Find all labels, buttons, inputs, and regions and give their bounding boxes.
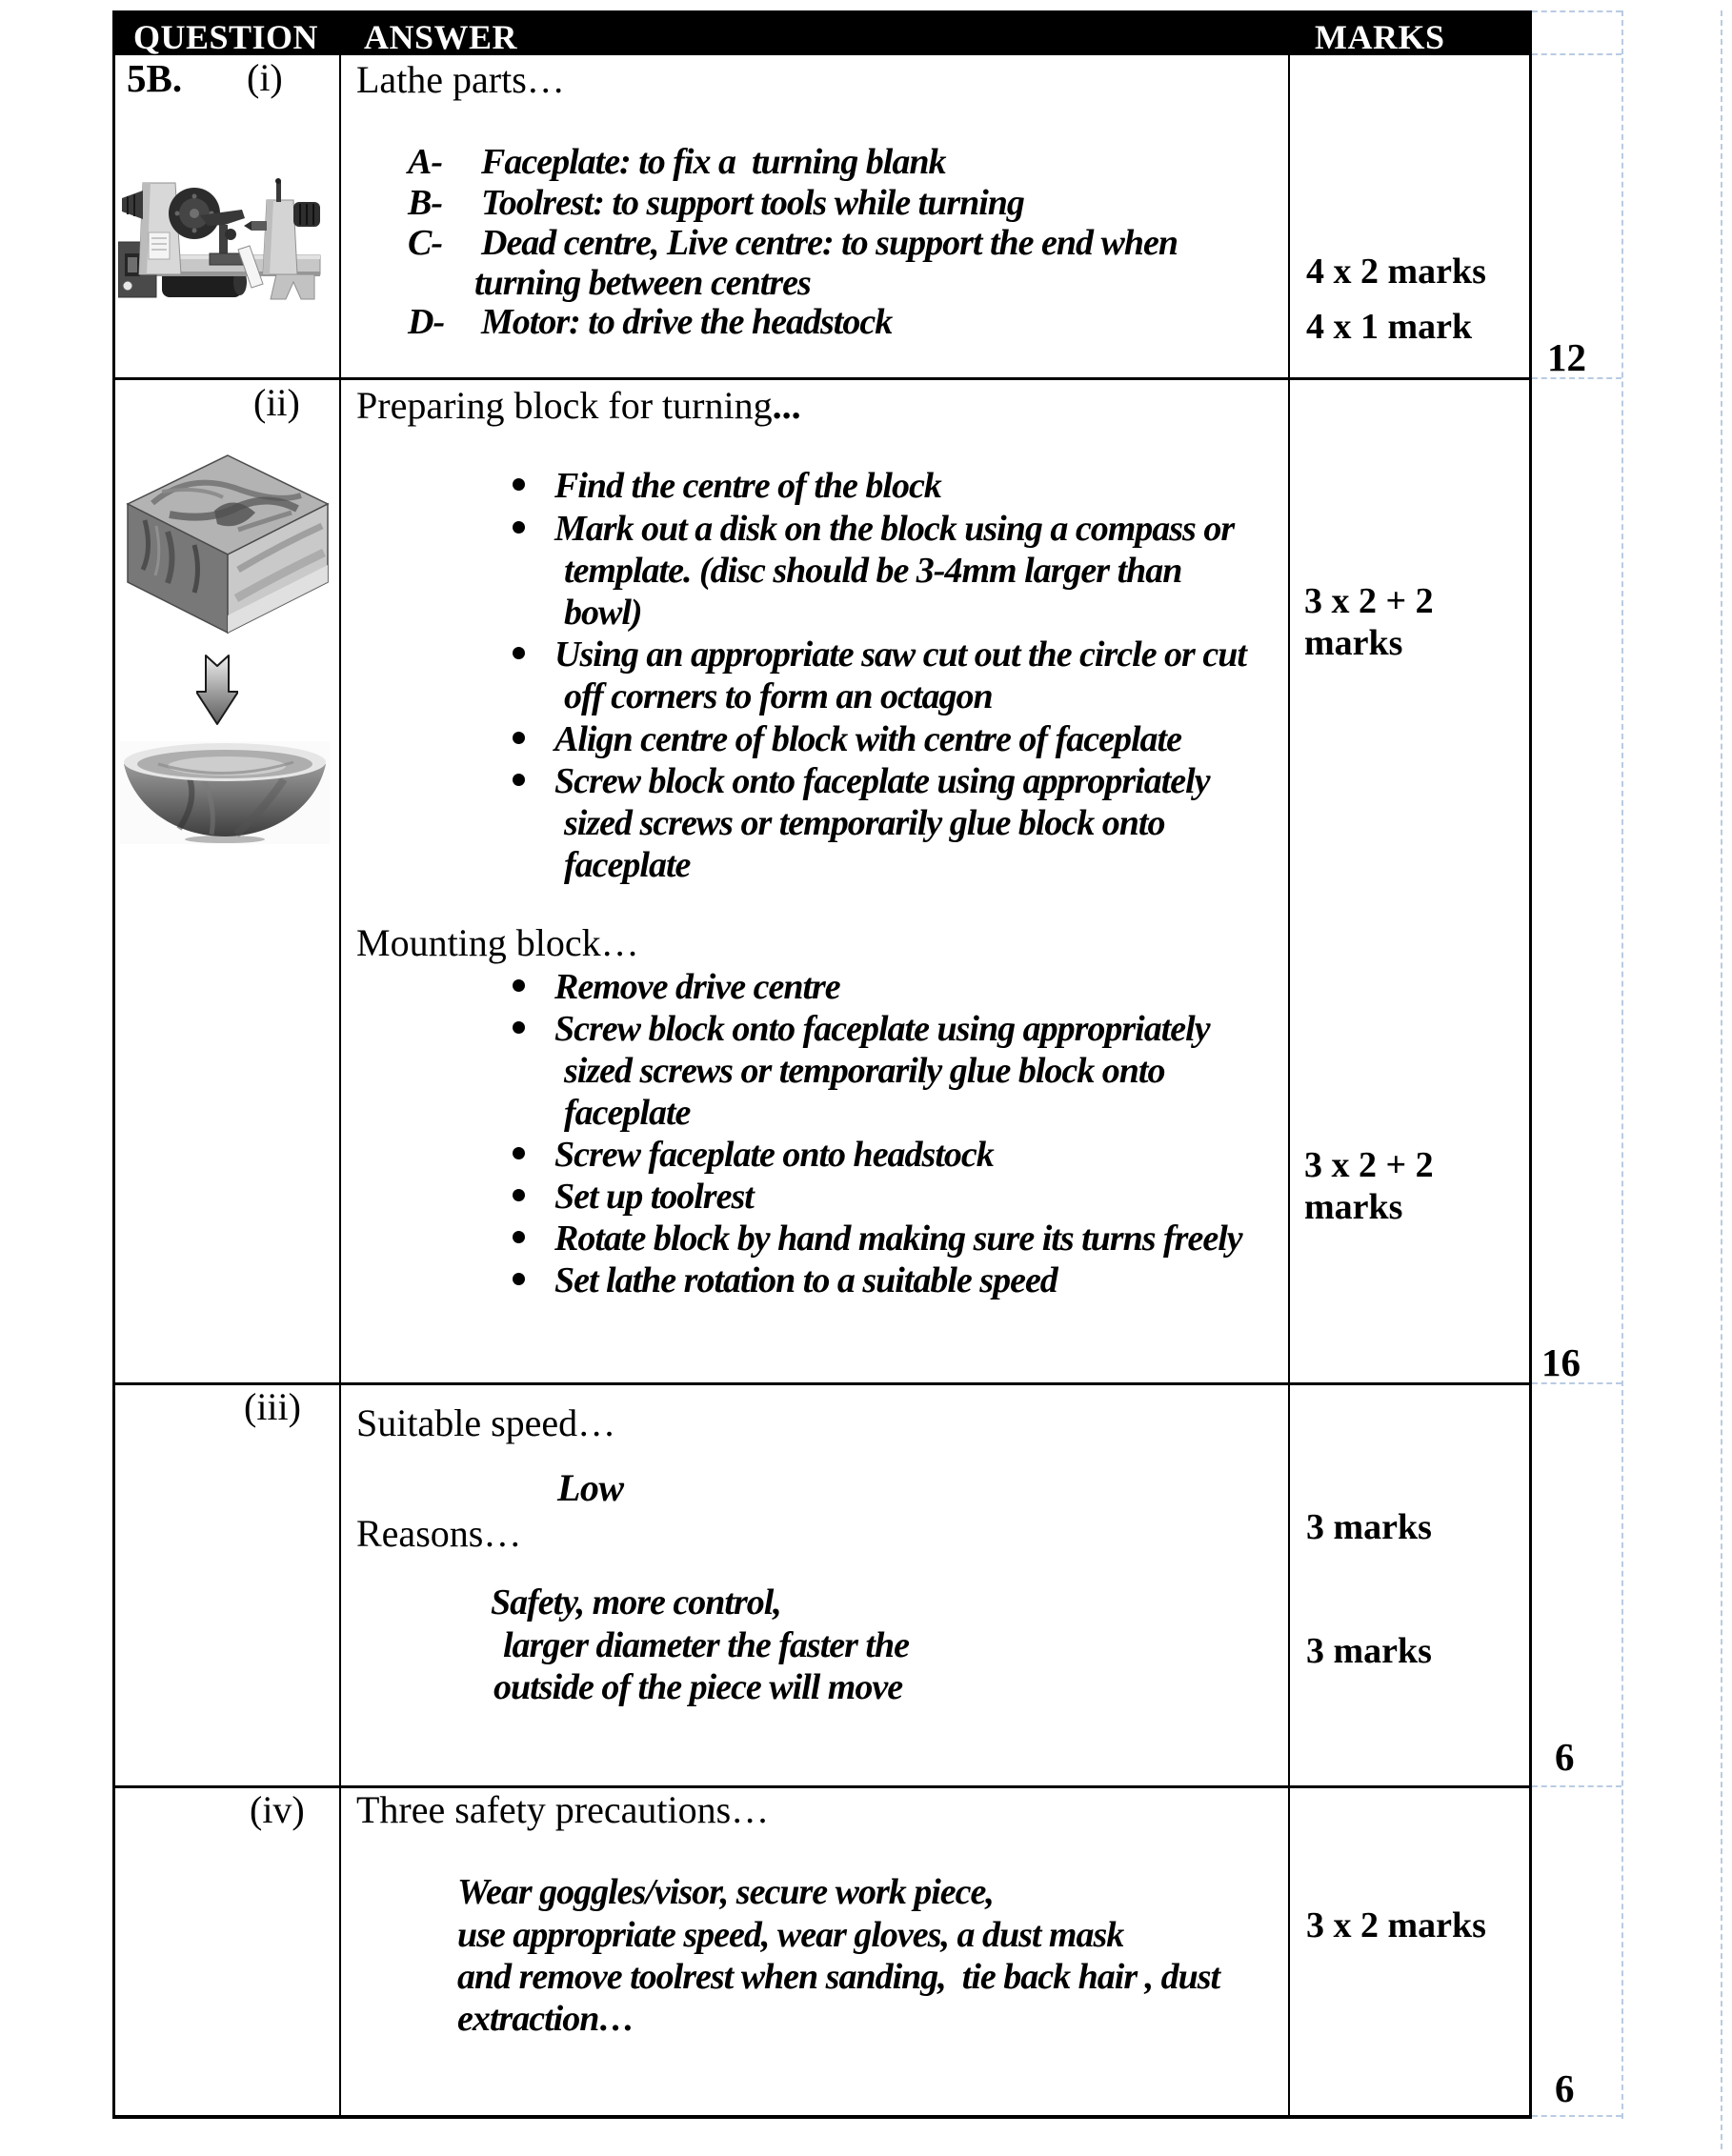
item-label: C-	[408, 223, 442, 263]
bullet-line-wrap: off corners to form an octagon	[564, 676, 993, 716]
marks-cell-ii-a-line1: 3 x 2 + 2	[1304, 581, 1434, 621]
question-number: 5B.	[127, 56, 183, 100]
bullet-line: Mark out a disk on the block using a compass or	[554, 509, 1235, 549]
table-border-right	[1529, 10, 1532, 2119]
margin-guide-vertical-outer	[1721, 10, 1722, 2149]
item-text: Dead centre, Live centre: to support the end when	[481, 223, 1178, 263]
reason-line: Safety, more control,	[491, 1582, 781, 1622]
item-label: B-	[408, 183, 442, 223]
down-arrow	[196, 654, 238, 726]
bullet-line: Rotate block by hand making sure its turns freely	[554, 1219, 1242, 1259]
reasons-label: Reasons…	[356, 1512, 522, 1555]
margin-guide-h-header-bottom	[1532, 53, 1621, 55]
question-part-ii: (ii)	[253, 381, 300, 424]
table-border-left	[112, 10, 115, 2119]
margin-guide-vertical-inner	[1621, 10, 1623, 2119]
bullet-line: Align centre of block with centre of faceplate	[554, 719, 1181, 759]
benchtop-wood-lathe-photo	[118, 173, 332, 305]
marks-cell-iii-a: 3 marks	[1306, 1507, 1432, 1547]
bullet-line-wrap: sized screws or temporarily glue block onto	[564, 1051, 1165, 1091]
precaution-line: extraction…	[457, 1999, 634, 2039]
bullet-line-wrap: template. (disc should be 3-4mm larger than	[564, 551, 1182, 591]
item-label: A-	[408, 142, 442, 182]
marks-cell-i-line1: 4 x 2 marks	[1306, 252, 1486, 292]
answer-heading-iii: Suitable speed…	[356, 1401, 616, 1444]
item-text: Faceplate: to fix a turning blank	[481, 142, 946, 182]
bullet-line-wrap: faceplate	[564, 1093, 691, 1133]
question-part-iii: (iii)	[244, 1385, 301, 1428]
bullet-line-wrap: bowl)	[564, 593, 642, 633]
bullet-line: Remove drive centre	[554, 967, 840, 1007]
precaution-line: and remove toolrest when sanding, tie back hair , dust	[457, 1957, 1220, 1997]
total-marks-iv: 6	[1555, 2066, 1575, 2110]
precaution-line: use appropriate speed, wear gloves, a dust mask	[457, 1915, 1124, 1955]
answer-heading-iv: Three safety precautions…	[356, 1788, 770, 1831]
bullet-line: Screw faceplate onto headstock	[554, 1135, 994, 1175]
item-text: Toolrest: to support tools while turning	[481, 183, 1024, 223]
margin-guide-h-bottom	[1532, 2115, 1621, 2117]
rough-wood-block-photo	[124, 453, 332, 636]
margin-guide-h-row3	[1532, 1785, 1621, 1787]
table-border-bottom	[112, 2115, 1532, 2119]
margin-guide-h-top	[1532, 10, 1621, 12]
bullet-line: Set lathe rotation to a suitable speed	[554, 1260, 1057, 1300]
mounting-heading: Mounting block…	[356, 921, 639, 964]
header-question: QUESTION	[133, 18, 319, 56]
marks-cell-i-line2: 4 x 1 mark	[1306, 307, 1473, 347]
question-part-i: (i)	[247, 56, 283, 99]
bullet-line: Find the centre of the block	[554, 466, 941, 506]
bullet-line: Screw block onto faceplate using appropriately	[554, 761, 1210, 801]
bullet-line-wrap: sized screws or temporarily glue block onto	[564, 803, 1165, 843]
answer-heading-ii-text: Preparing block for turning	[356, 384, 773, 427]
row-divider-2	[112, 1382, 1532, 1385]
question-part-iv: (iv)	[250, 1788, 305, 1831]
column-divider-question-answer	[339, 55, 341, 2115]
marks-cell-iii-b: 3 marks	[1306, 1631, 1432, 1671]
finished-turned-bowl-photo	[120, 741, 330, 844]
marks-cell-ii-b-line2: marks	[1304, 1187, 1403, 1227]
marks-cell-ii-a-line2: marks	[1304, 623, 1403, 663]
row-divider-3	[112, 1785, 1532, 1788]
precaution-line: Wear goggles/visor, secure work piece,	[457, 1872, 994, 1912]
item-text-wrap: turning between centres	[474, 263, 811, 303]
answer-heading-i: Lathe parts…	[356, 58, 565, 101]
marks-cell-iv: 3 x 2 marks	[1306, 1905, 1486, 1945]
bullet-line-wrap: faceplate	[564, 845, 691, 885]
bullet-line: Set up toolrest	[554, 1177, 754, 1217]
bullet-line: Screw block onto faceplate using appropriately	[554, 1009, 1210, 1049]
marks-cell-ii-b-line1: 3 x 2 + 2	[1304, 1145, 1434, 1185]
item-label: D-	[408, 302, 445, 342]
header-answer: ANSWER	[364, 18, 518, 56]
row-divider-1	[112, 377, 1532, 380]
column-divider-answer-marks	[1288, 55, 1290, 2115]
total-marks-ii: 16	[1541, 1340, 1581, 1384]
item-text: Motor: to drive the headstock	[481, 302, 893, 342]
total-marks-iii: 6	[1555, 1735, 1575, 1779]
answer-heading-ii-dots: ...	[772, 384, 801, 427]
reason-line: outside of the piece will move	[493, 1667, 903, 1707]
speed-answer: Low	[557, 1466, 624, 1509]
total-marks-i: 12	[1547, 335, 1586, 379]
header-marks: MARKS	[1315, 18, 1445, 56]
answer-heading-ii	[356, 385, 801, 428]
bullet-line: Using an appropriate saw cut out the circle or cut	[554, 635, 1246, 675]
reason-line: larger diameter the faster the	[503, 1625, 909, 1665]
